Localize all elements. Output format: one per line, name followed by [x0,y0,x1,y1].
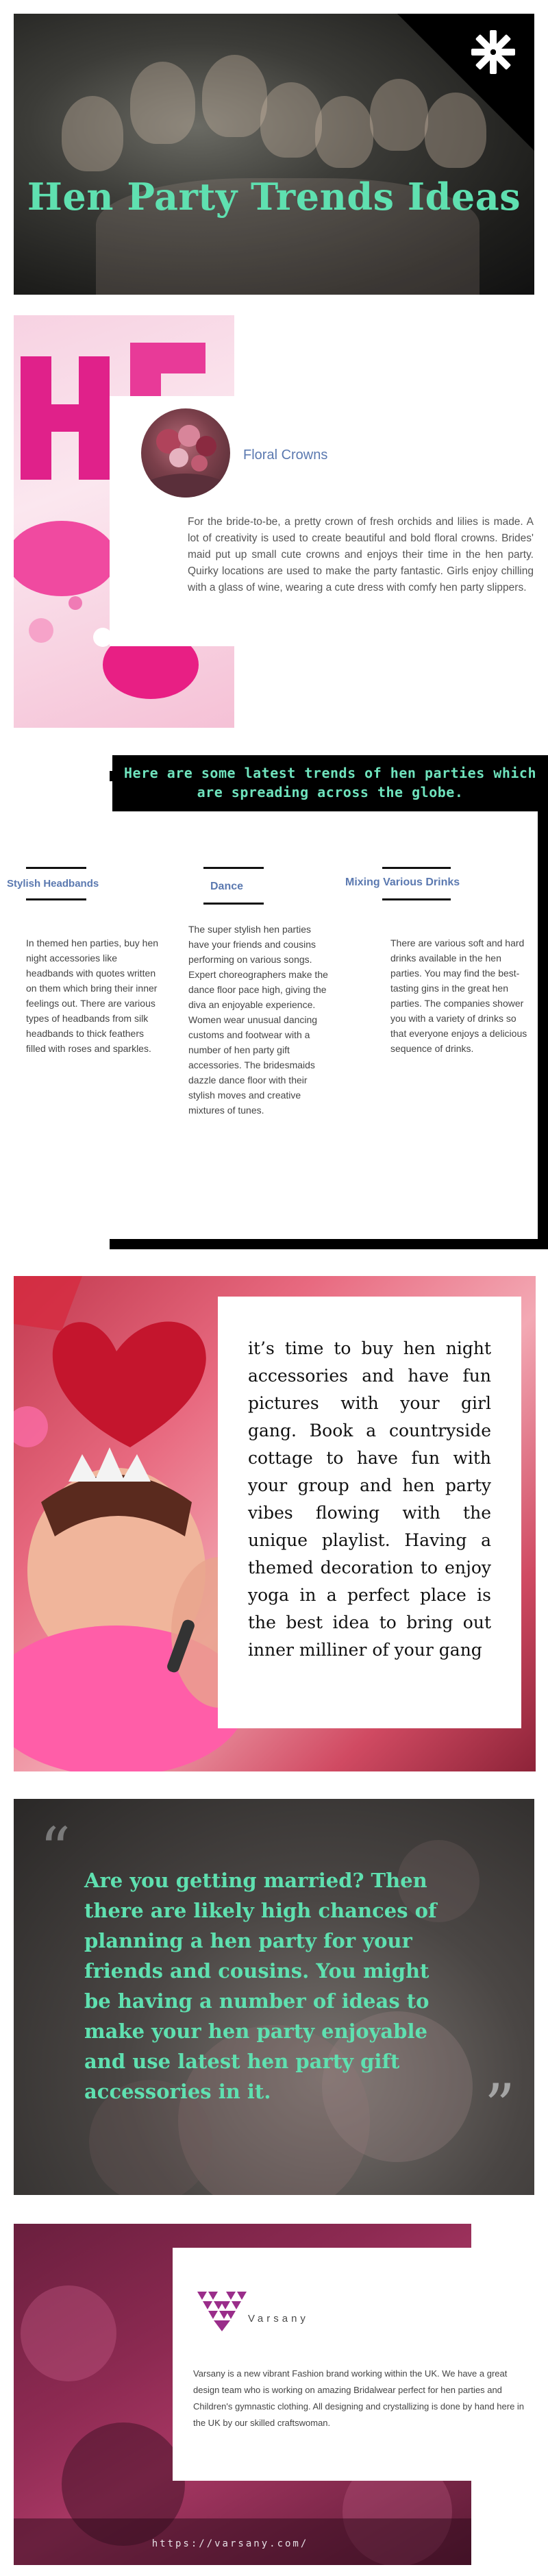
heading-bar [382,898,451,900]
heading-bar [382,867,451,869]
flower-cluster-illustration [141,408,230,498]
quote-text: Are you getting married? Then there are likely high chances of planning a hen party for your friends and cousins. You might be having a number of ideas to make your hen party enjoyable and use latest hen party gift accessories in it. [84,1869,437,2103]
asterisk-icon [467,26,519,78]
open-quote-icon: “ [40,1814,71,1885]
trend-heading: Stylish Headbands [7,878,99,890]
quote-section [14,1799,534,2195]
brand-description: Varsany is a new vibrant Fashion brand working within the UK. We have a great design team who is working on amazing Bridalwear perfect for hen parties and Children's gymnastic clothing. All designing and crystallizing is done by hand here in the UK by our skilled craftswoman. [193,2368,525,2428]
accessories-paragraph: it’s time to buy hen night accessories and have fun pictures with your girl gang. Book a countryside cottage to have fun with your group and hen party vibes flowing with the unique playlist. Having a themed decoration to enjoy yoga in a perfect place is the best idea to bring out inner milliner of your gang [248,1338,491,1660]
trend-body: The super stylish hen parties have your friends and cousins performing on various songs. Expert choreographers make the dance floor pace high, giving the diva an enjoyable experience. Women wear unusual dancing customs and footwear with a number of hen party gift accessories. The bridesmaids dazzle dance floor with their stylish moves and creative mixtures of tunes. [188,924,328,1116]
brand-url-text[interactable]: https://varsany.com/ [151,2538,309,2549]
hero-banner [14,14,534,295]
page-title: Hen Party Trends Ideas [27,175,521,219]
floral-crown-image [141,408,230,498]
heading-bar [26,898,86,900]
close-quote-icon: ” [484,2071,515,2142]
accessories-card [218,1297,521,1728]
brand-name: Varsany [248,2313,309,2324]
heading-bar [26,867,86,869]
floral-crowns-card [110,396,541,646]
varsany-logo [195,2286,249,2334]
floral-crowns-heading: Floral Crowns [243,447,328,463]
trends-banner-text: Here are some latest trends of hen parties which are spreading across the globe. [124,765,536,800]
trend-body: There are various soft and hard drinks available in the hen parties. You may find the best-tasting gins in the great hen parties. The companies shower you with a variety of drinks so that everyone enjoys a delicious sequence of drinks. [390,937,527,1054]
trend-body: In themed hen parties, buy hen night accessories like headbands with quotes written on them which bring their inner feelings out. There are various types of headbands from silk headbands to thick feathers filled with roses and sparkles. [26,937,159,1054]
brand-card [173,2248,534,2481]
heading-bar [203,903,264,905]
trend-heading: Dance [210,881,244,892]
trends-banner [112,755,548,811]
trend-heading: Mixing Various Drinks [345,876,460,888]
heading-bar [203,867,264,869]
floral-crowns-paragraph: For the bride-to-be, a pretty crown of fresh orchids and lilies is made. A lot of creativity is used to create beautiful and bold floral crowns. Brides' maid put up small cute crowns and enjoys their time in the hen party. Quirky locations are used to make the party fantastic. Girls enjoy chilling with a glass of wine, wearing a cute dress with comfy hen party slippers. [188,516,534,593]
brand-url-link[interactable] [0,2538,548,2549]
